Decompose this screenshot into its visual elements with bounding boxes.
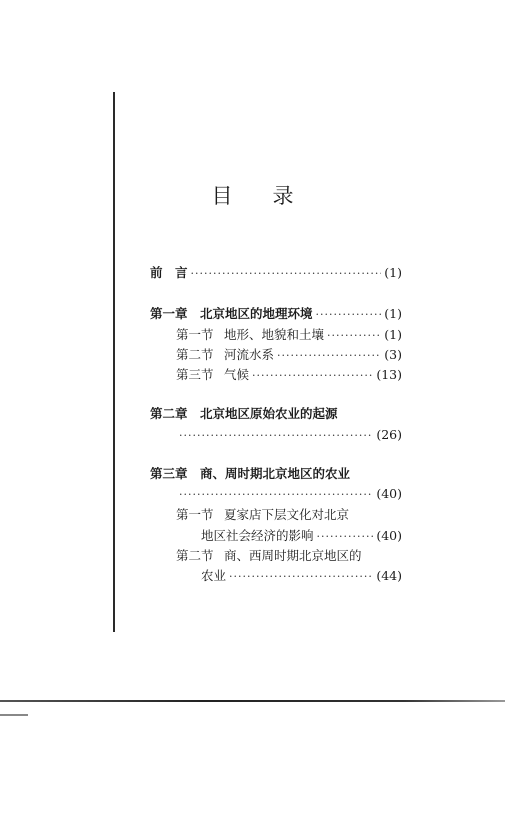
toc-entry-ch3-sec2-line2: [201, 566, 402, 584]
toc-page-number: (1): [384, 327, 402, 342]
page-bottom-rule: [0, 700, 505, 702]
title-char-2: 录: [272, 184, 294, 208]
toc-page-number: (40): [376, 528, 402, 543]
toc-page-number: (3): [384, 347, 402, 362]
title-char-1: 目: [211, 184, 233, 208]
section-title: 夏家店下层文化对北京: [224, 507, 350, 522]
section-number: 第一节: [176, 327, 214, 342]
toc-entry-ch3-sec1-line1: [176, 505, 349, 523]
leader-dots: [277, 349, 381, 362]
scan-smudge: [0, 714, 28, 716]
toc-entry-label: 前 言: [150, 265, 188, 280]
toc-page-number: (1): [384, 265, 402, 280]
toc-entry-ch1-sec3: [176, 365, 402, 383]
leader-dots: [316, 308, 382, 321]
section-title-cont: 农业: [201, 568, 227, 583]
section-title: 河流水系: [224, 347, 275, 362]
toc-entry-preface: [150, 263, 402, 281]
section-title: 地形、地貌和土壤: [224, 327, 325, 342]
toc-entry-chapter-3-label: 第三章 商、周时期北京地区的农业: [150, 466, 351, 481]
section-title: 气候: [224, 367, 250, 382]
toc-page-number: (1): [384, 306, 402, 321]
toc-entry-chapter-2-page: [176, 427, 402, 442]
section-title-cont: 地区社会经济的影响: [201, 528, 314, 543]
leader-dots: [191, 267, 382, 280]
toc-entry-chapter-1: [150, 304, 402, 322]
toc-entry-chapter-2-label: 第二章 北京地区原始农业的起源: [150, 406, 338, 421]
toc-page-number: (44): [376, 568, 402, 583]
toc-entry-ch3-sec2-line1: [176, 546, 362, 564]
section-number: 第三节: [176, 367, 214, 382]
leader-dots: [179, 429, 373, 442]
leader-dots: [317, 530, 374, 543]
toc-page-number: (26): [376, 427, 402, 442]
section-number: 第二节: [176, 548, 214, 563]
section-number: 第二节: [176, 347, 214, 362]
toc-entry-label: 第一章 北京地区的地理环境: [150, 306, 313, 321]
toc-entry-ch3-sec1-line2: [201, 526, 402, 544]
section-number: 第一节: [176, 507, 214, 522]
leader-dots: [327, 329, 381, 342]
leader-dots: [229, 570, 373, 583]
toc-entry-ch1-sec1: [176, 325, 402, 343]
toc-entry-chapter-3-page: [176, 486, 402, 501]
toc-page-number: (40): [376, 486, 402, 501]
leader-dots: [252, 369, 373, 382]
toc-page-number: (13): [376, 367, 402, 382]
toc-entry-ch1-sec2: [176, 345, 402, 363]
leader-dots: [179, 488, 373, 501]
section-title: 商、西周时期北京地区的: [224, 548, 362, 563]
